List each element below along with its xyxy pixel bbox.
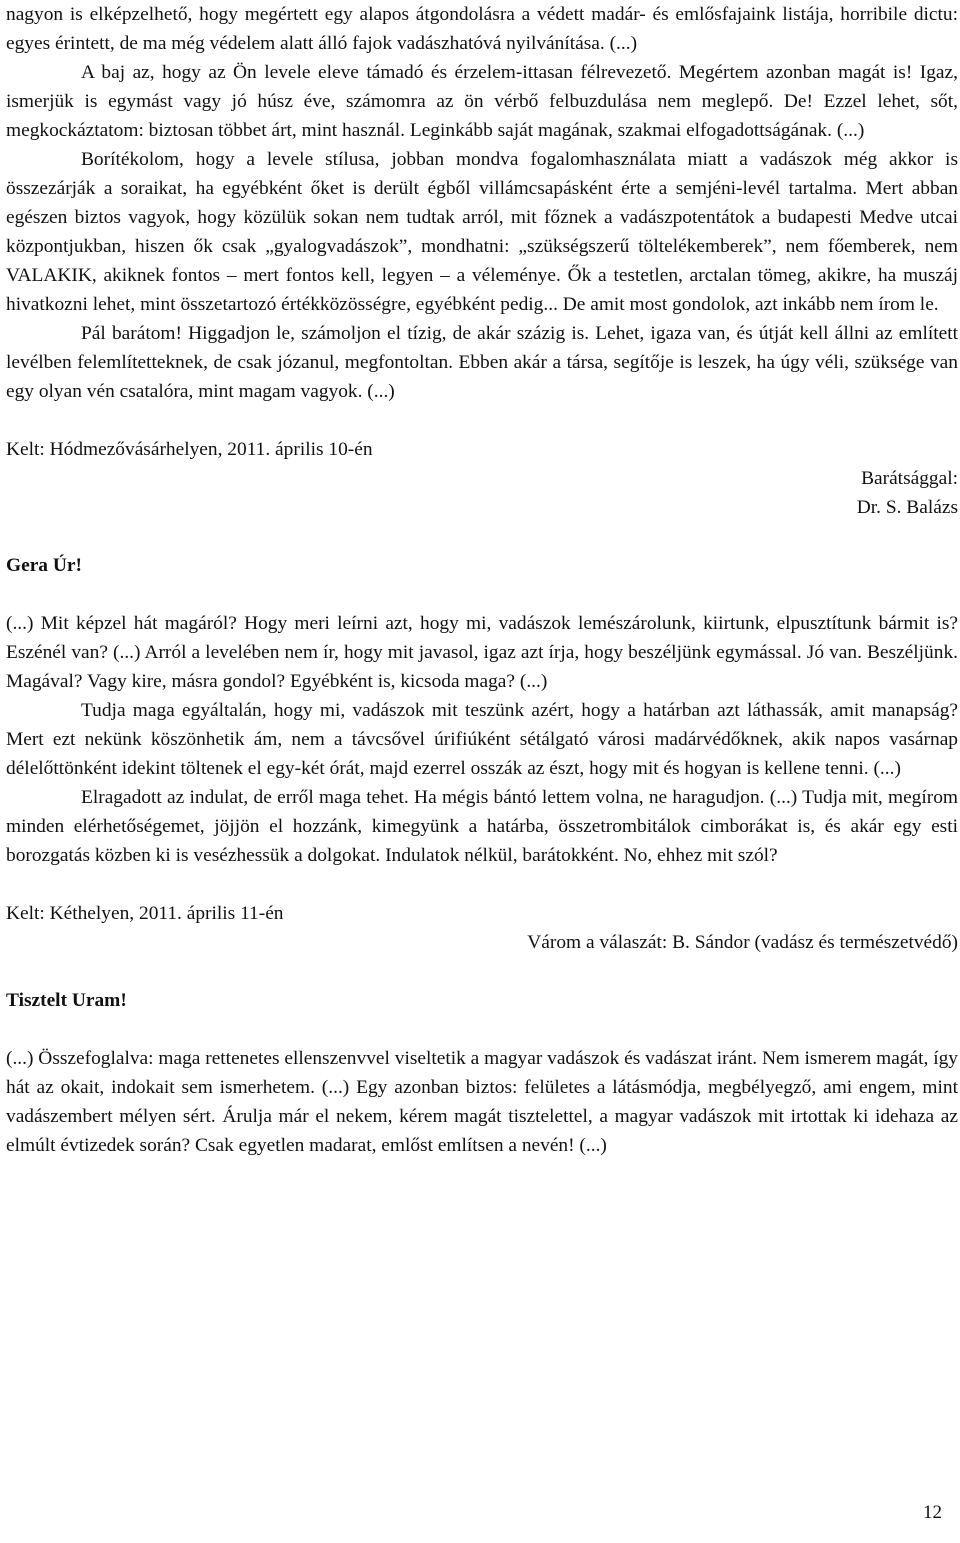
letter1-signature: Dr. S. Balázs [856, 497, 958, 518]
letter1-paragraph-3: Pál barátom! Higgadjon le, számoljon el tízig, de akár százig is. Lehet, igaza van, és útját kell állni az említett levélben felemlítetteknek, de csak józanul, megfontoltan. Ebben akár a társa, segítője is leszek, ha úgy véli, szüksége van egy olyan vén csatalóra, mint magam vagyok. (...) [6, 323, 958, 402]
spacer [6, 957, 958, 986]
spacer [6, 1015, 958, 1044]
page-number: 12 [923, 1502, 942, 1523]
spacer [6, 406, 958, 435]
letter1-paragraph-1: A baj az, hogy az Ön levele eleve támadó és érzelem-ittasan félrevezető. Megértem azonban magát is! Igaz, ismerjük is egymást vagy jó húsz éve, számomra az ön vérbő felbuzdulása nem meglepő. De! Ezzel lehet, sőt, megkockáztatom: biztosan többet árt, mint használ. Leginkább saját magának, szakmai elfogadottságának. (...) [6, 62, 958, 141]
letter1-date: Kelt: Hódmezővásárhelyen, 2011. április 10-én [6, 439, 373, 460]
letter3-heading: Tisztelt Uram! [6, 990, 127, 1011]
letter1-paragraph-0: nagyon is elképzelhető, hogy megértett egy alapos átgondolásra a védett madár- és emlősfajaink listája, horribile dictu: egyes érintett, de ma még védelem alatt álló fajok vadászhatóvá nyilvánítása. (...) [6, 4, 958, 54]
letter3-paragraph-0: (...) Összefoglalva: maga rettenetes ellenszenvvel viseltetik a magyar vadászok és vadászat iránt. Nem ismerem magát, így hát az okait, indokait sem ismerhetem. (...) Egy azonban biztos: felületes a látásmódja, megbélyegző, ami engem, mint vadászembert mélyen sért. Árulja már el nekem, kérem magát tisztelettel, a magyar vadászok mit irtottak ki idehaza az elmúlt évtizedek során? Csak egyetlen madarat, emlőst említsen a nevén! (...) [6, 1048, 958, 1156]
spacer [6, 522, 958, 551]
letter2-date: Kelt: Kéthelyen, 2011. április 11-én [6, 903, 284, 924]
letter1-paragraph-2: Borítékolom, hogy a levele stílusa, jobban mondva fogalomhasználata miatt a vadászok még akkor is összezárják a soraikat, ha egyébként őket is derült égből villámcsapásként érte a semjéni-levél tartalma. Mert abban egészen biztos vagyok, hogy közülük sokan nem tudtak arról, mit főznek a vadászpotentátok a budapesti Medve utcai központjukban, hiszen ők csak „gyalogvadászok”, mondhatni: „szükségszerű töltelékemberek”, nem főemberek, nem VALAKIK, akiknek fontos – mert fontos kell, legyen – a véleménye. Ők a testetlen, arctalan tömeg, akikre, ha muszáj hivatkozni lehet, mint összetartozó értékközösségre, egyébként pedig... De amit most gondolok, azt inkább nem írom le. [6, 149, 958, 315]
letter2-paragraph-1: Tudja maga egyáltalán, hogy mi, vadászok mit teszünk azért, hogy a határban azt láthassák, amit manapság? Mert ezt nekünk köszönhetik ám, nem a távcsővel úrifiúként sétálgató városi madárvédőknek, akik napos vasárnap délelőttönként idekint töltenek el egy-két órát, majd ezerrel osszák az észt, hogy mit és hogyan is kellene tenni. (...) [6, 700, 958, 779]
letter2-closing: Várom a válaszát: B. Sándor (vadász és természetvédő) [527, 932, 958, 953]
letter2-paragraph-2: Elragadott az indulat, de erről maga tehet. Ha mégis bántó lettem volna, ne haragudjon. (...) Tudja mit, megírom minden elérhetőségemet, jöjjön el hozzánk, kimegyünk a határba, összetrombitálok cimborákat is, és akár egy esti borozgatás közben ki is vesézhessük a dolgokat. Indulatok nélkül, barátokként. No, ehhez mit szól? [6, 787, 958, 866]
letter1-closing: Barátsággal: [861, 468, 958, 489]
letter2-heading: Gera Úr! [6, 555, 82, 576]
letter2-paragraph-0: (...) Mit képzel hát magáról? Hogy meri leírni azt, hogy mi, vadászok lemészárolunk, kiirtunk, elpusztítunk bármit is? Eszénél van? (...) Arról a levelében nem ír, hogy mit javasol, igaz azt írja, hogy beszéljünk egymással. Jó van. Beszéljünk. Magával? Vagy kire, másra gondol? Egyébként is, kicsoda maga? (...) [6, 613, 958, 692]
document-page [6, 0, 958, 1160]
spacer [6, 870, 958, 899]
spacer [6, 580, 958, 609]
